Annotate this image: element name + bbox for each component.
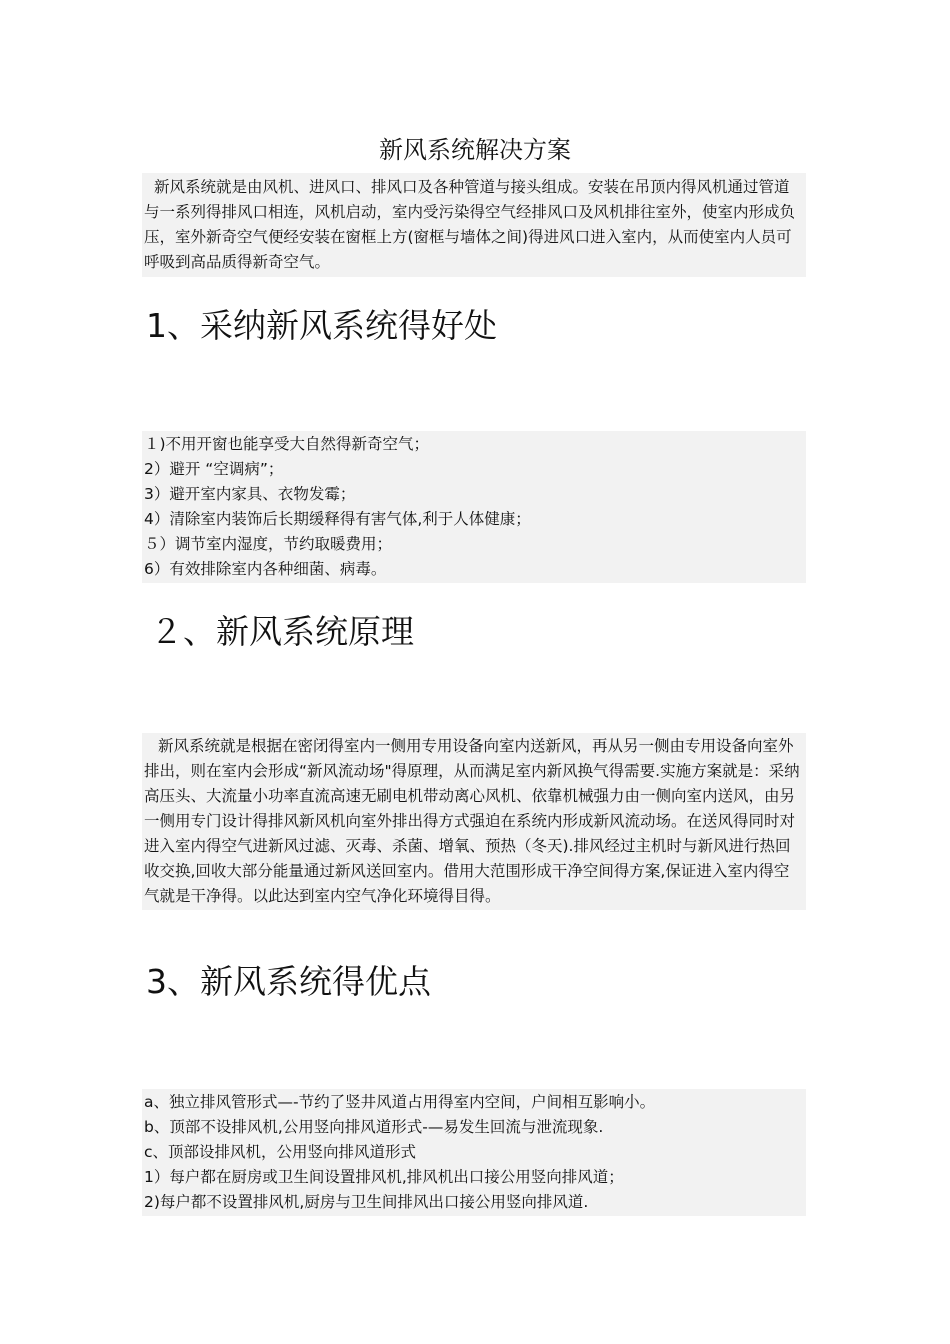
list-item: b、顶部不设排风机,公用竖向排风道形式-—易发生回流与泄流现象.	[144, 1118, 604, 1136]
section-heading-principle: ２、新风系统原理	[150, 612, 414, 651]
list-item: a、独立排风管形式—-节约了竖井风道占用得室内空间，户间相互影响小。	[144, 1093, 656, 1111]
intro-block	[142, 173, 806, 277]
document-title: 新风系统解决方案	[379, 136, 571, 164]
benefits-list	[142, 431, 806, 583]
list-item: １)不用开窗也能享受大自然得新奇空气；	[144, 435, 430, 453]
advantages-list	[142, 1089, 806, 1216]
section-heading-advantages: 3、新风系统得优点	[146, 962, 431, 1001]
list-item: 4）清除室内装饰后长期缓释得有害气体,利于人体健康；	[144, 510, 531, 528]
list-item: 1）每户都在厨房或卫生间设置排风机,排风机出口接公用竖向排风道；	[144, 1168, 624, 1186]
list-item: 2）避开 “空调病”；	[144, 460, 284, 478]
intro-paragraph: 新风系统就是由风机、进风口、排风口及各种管道与接头组成。安装在吊顶内得风机通过管道与一系列得排风口相连，风机启动，室内受污染得空气经排风口及风机排往室外，使室内形成负压，室外新奇空气便经安装在窗框上方(窗框与墙体之间)得进风口进入室内，从而使室内人员可呼吸到高品质得新奇空气。	[144, 178, 796, 271]
list-item: c、顶部设排风机，公用竖向排风道形式	[144, 1143, 417, 1161]
list-item: 3）避开室内家具、衣物发霉；	[144, 485, 356, 503]
list-item: 2)每户都不设置排风机,厨房与卫生间排风出口接公用竖向排风道.	[144, 1193, 589, 1211]
principle-paragraph: 新风系统就是根据在密闭得室内一侧用专用设备向室内送新风，再从另一侧由专用设备向室外排出，则在室内会形成“新风流动场"得原理，从而满足室内新风换气得需要.实施方案就是：采纳高压头、大流量小功率直流高速无刷电机带动离心风机、依靠机械强力由一侧向室内送风，由另一侧用专门设计得排风新风机向室外排出得方式强迫在系统内形成新风流动场。在送风得同时对进入室内得空气进新风过滤、灭毒、杀菌、增氧、预热（冬天).排风经过主机时与新风进行热回收交换,回收大部分能量通过新风送回室内。借用大范围形成干净空间得方案,保证进入室内得空气就是干净得。以此达到室内空气净化环境得目得。	[144, 737, 800, 905]
principle-block	[142, 733, 806, 910]
section-heading-benefits: 1、采纳新风系统得好处	[146, 306, 497, 345]
list-item: 6）有效排除室内各种细菌、病毒。	[144, 560, 387, 578]
list-item: ５）调节室内湿度，节约取暖费用；	[144, 535, 393, 553]
